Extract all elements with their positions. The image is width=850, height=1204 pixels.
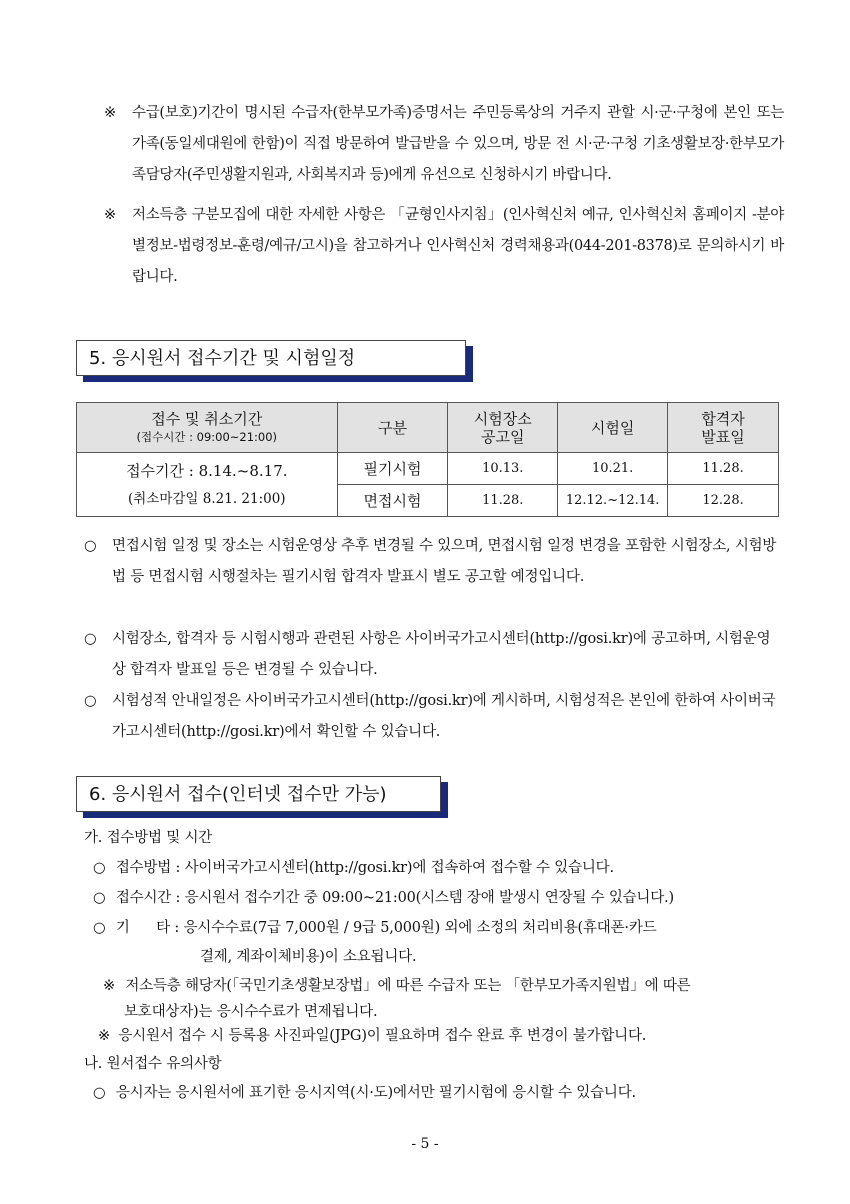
header-result-line1: 합격자 bbox=[701, 409, 745, 428]
header-result-date bbox=[668, 403, 779, 453]
bullet-mark: ○ bbox=[84, 538, 97, 554]
reference-mark: ※ bbox=[104, 105, 116, 121]
reference-mark: ※ bbox=[98, 1028, 110, 1044]
list-item-text: 시험성적 안내일정은 사이버국가고시센터(http://gosi.kr)에 게시하며, 시험성적은 본인에 한하여 사이버국가고시센터(http://gosi.kr)에서 확인할 수 있습니다. bbox=[112, 693, 776, 740]
list-item-text: 시험장소, 합격자 등 시험시행과 관련된 사항은 사이버국가고시센터(http://gosi.kr)에 공고하며, 시험운영상 합격자 발표일 등은 변경될 수 있습니다. bbox=[112, 631, 771, 678]
header-result-line2: 발표일 bbox=[701, 427, 745, 446]
subheading-b: 나. 원서접수 유의사항 bbox=[84, 1056, 222, 1072]
header-exam-date: 시험일 bbox=[558, 403, 668, 453]
row-venue: 11.28. bbox=[448, 485, 558, 517]
period-line2: (취소마감일 8.21. 21:00) bbox=[128, 490, 286, 507]
method-text: 사이버국가고시센터(http://gosi.kr)에 접속하여 접수할 수 있습니다. bbox=[184, 860, 614, 876]
section-6-heading: 6. 응시원서 접수(인터넷 접수만 가능) bbox=[76, 776, 441, 812]
row-exam: 12.12.~12.14. bbox=[558, 485, 668, 517]
etc-line bbox=[93, 916, 656, 937]
header-venue-line1: 시험장소 bbox=[473, 409, 532, 428]
row-venue: 10.13. bbox=[448, 453, 558, 485]
header-venue bbox=[448, 403, 558, 453]
bullet-mark: ○ bbox=[84, 693, 97, 709]
note-low-income-text: 저소득층 구분모집에 대한 자세한 사항은 「균형인사지침」(인사혁신처 예규, 인사혁신처 홈페이지 -분야별정보-법령정보-훈령/예규/고시)을 참고하거나 인사혁신처 경력채용과(044-201-8378)로 문의하시기 바랍니다. bbox=[132, 207, 784, 285]
time-text: 응시원서 접수기간 중 09:00~21:00(시스템 장애 발생시 연장될 수 있습니다.) bbox=[184, 890, 674, 906]
period-cell bbox=[77, 453, 338, 517]
photo-note-text: 응시원서 접수 시 등록용 사진파일(JPG)이 필요하며 접수 완료 후 변경이 불가합니다. bbox=[118, 1028, 647, 1044]
etc-text-line2: 결제, 계좌이체비용)이 소요됩니다. bbox=[200, 949, 417, 965]
header-period-main: 접수 및 취소기간 bbox=[151, 409, 263, 428]
period-line1: 접수기간 : 8.14.~8.17. bbox=[126, 461, 288, 480]
header-period bbox=[77, 403, 338, 453]
time-label: 접수시간 : bbox=[115, 890, 181, 906]
method-label: 접수방법 : bbox=[115, 860, 181, 876]
page-number: - 5 - bbox=[411, 1136, 439, 1152]
bullet-mark: ○ bbox=[93, 890, 106, 906]
table-row bbox=[77, 453, 779, 485]
header-period-sub: (접수시간 : 09:00~21:00) bbox=[136, 429, 278, 444]
etc-label: 기 타 : bbox=[115, 920, 180, 936]
bullet-mark: ○ bbox=[93, 1085, 106, 1101]
subheading-a: 가. 접수방법 및 시간 bbox=[84, 830, 213, 846]
bullet-mark: ○ bbox=[93, 920, 106, 936]
bullet-mark: ○ bbox=[93, 860, 106, 876]
list-item bbox=[84, 531, 784, 593]
note-certificate-text: 수급(보호)기간이 명시된 수급자(한부모가족)증명서는 주민등록상의 거주지 관할 시·군·구청에 본인 또는 가족(동일세대원에 한함)이 직접 방문하여 발급받을 수 있으며, 방문 전 시·군·구청 기초생활보장·한부모가족담당자(주민생활지원과, 사회복지과 등)에게 유선으로 신청하시기 바랍니다. bbox=[132, 105, 784, 183]
row-type: 면접시험 bbox=[337, 485, 448, 517]
time-line bbox=[93, 886, 674, 907]
header-venue-line2: 공고일 bbox=[481, 427, 525, 446]
row-result: 12.28. bbox=[668, 485, 779, 517]
caution-line bbox=[93, 1081, 636, 1102]
fee-exemption-line1: 저소득층 해당자(「국민기초생활보장법」에 따른 수급자 또는 「한부모가족지원법」에 따른 bbox=[125, 978, 691, 994]
note-certificate bbox=[104, 98, 784, 191]
section-5-heading: 5. 응시원서 접수기간 및 시험일정 bbox=[76, 340, 466, 376]
method-line bbox=[93, 856, 614, 877]
bullet-mark: ○ bbox=[84, 631, 97, 647]
caution-text: 응시자는 응시원서에 표기한 응시지역(시·도)에서만 필기시험에 응시할 수 있습니다. bbox=[115, 1085, 636, 1101]
row-type: 필기시험 bbox=[337, 453, 448, 485]
note-low-income bbox=[104, 200, 784, 293]
fee-exemption-note bbox=[103, 974, 690, 995]
header-type: 구분 bbox=[337, 403, 448, 453]
list-item bbox=[84, 624, 784, 686]
list-item bbox=[84, 686, 784, 748]
table-header-row bbox=[77, 403, 779, 453]
etc-text-line1: 응시수수료(7급 7,000원 / 9급 5,000원) 외에 소정의 처리비용(휴대폰·카드 bbox=[183, 920, 657, 936]
schedule-table bbox=[76, 402, 779, 517]
reference-mark: ※ bbox=[103, 978, 115, 994]
reference-mark: ※ bbox=[104, 207, 116, 223]
photo-note bbox=[98, 1024, 646, 1045]
row-exam: 10.21. bbox=[558, 453, 668, 485]
fee-exemption-line2: 보호대상자)는 응시수수료가 면제됩니다. bbox=[124, 1004, 378, 1020]
list-item-text: 면접시험 일정 및 장소는 시험운영상 추후 변경될 수 있으며, 면접시험 일정 변경을 포함한 시험장소, 시험방법 등 면접시험 시행절차는 필기시험 합격자 발표시 별도 공고할 예정입니다. bbox=[112, 538, 777, 585]
row-result: 11.28. bbox=[668, 453, 779, 485]
